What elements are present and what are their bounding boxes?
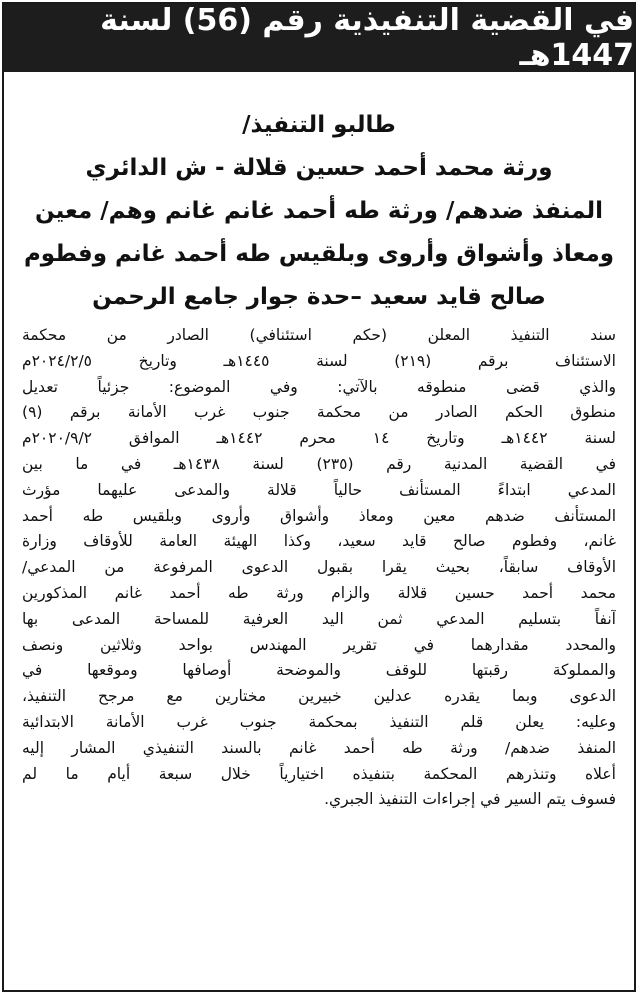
body-line: الدعوى وبما يقدره عدلين خبيرين مختارين مع مرجح التنفيذ، [22, 687, 616, 706]
body-line: وعليه: يعلن قلم التنفيذ بمحكمة جنوب غرب الأمانة الابتدائية [22, 712, 616, 731]
parties-heading [4, 72, 634, 319]
body-line: الاستئناف برقم (٢١٩) لسنة ١٤٤٥هـ وتاريخ ٢٠٢٤/٢/٥م [22, 351, 616, 370]
body-line: والذي قضى منطوقه بالآتي: وفي الموضوع: جزئياً تعديل [22, 377, 616, 396]
body-line: محمد أحمد حسين قلالة والزام ورثة طه أحمد غانم المذكورين [22, 583, 616, 602]
body-line: منطوق الحكم الصادر من محكمة جنوب غرب الأمانة برقم (٩) [22, 403, 616, 422]
body-line: سند التنفيذ المعلن (حكم استئنافي) الصادر من محكمة [22, 326, 616, 344]
heading-line: ومعاذ وأشواق وأروى وبلقيس طه أحمد غانم وفطوم [23, 241, 615, 267]
notice-header [4, 4, 634, 72]
body-line: آنفاً بتسليم المدعي ثمن اليد العرفية للمساحة المدعى بها [22, 609, 616, 628]
body-line: المدعي ابتداءً المستأنف حالياً قلالة والمدعى عليهما مؤرث [22, 480, 616, 499]
heading-line: صالح قايد سعيد –حدة جوار جامع الرحمن [92, 284, 546, 310]
body-line: أعلاه وتنذرهم المحكمة بتنفيذه اختيارياً خلال سبعة أيام ما لم [22, 764, 616, 783]
heading-line: طالبو التنفيذ/ [242, 112, 396, 138]
body-line: والمملوكة رقبتها للوقف والموضحة أوصافها وموقعها في [22, 661, 616, 680]
body-line: المستأنف ضدهم معين ومعاذ وأشواق وأروى وبلقيس طه أحمد [22, 506, 616, 525]
body-line: الأوقاف سابقاً، بحيث يقرا بقبول الدعوى المرفوعة من المدعي/ [22, 558, 616, 577]
body-line: لسنة ١٤٤٢هـ وتاريخ ١٤ محرم ١٤٤٢هـ الموافق ٢٠٢٠/٩/٢م [22, 429, 616, 448]
body-line: المنفذ ضدهم/ ورثة طه أحمد غانم بالسند التنفيذي المشار إليه [22, 738, 616, 757]
body-line: في القضية المدنية رقم (٢٣٥) لسنة ١٤٣٨هـ في ما بين [22, 454, 616, 473]
body-line: فسوف يتم السير في إجراءات التنفيذ الجبري. [324, 790, 616, 809]
legal-notice [2, 2, 636, 992]
heading-line: ورثة محمد أحمد حسين قلالة - ش الدائري [85, 155, 553, 181]
notice-title: في القضية التنفيذية رقم (56) لسنة 1447هـ [100, 3, 634, 73]
body-line: والمحدد مقدارهما في تقرير المهندس بواحد وثلاثين ونصف [22, 635, 616, 654]
notice-body [4, 319, 634, 813]
heading-line: المنفذ ضدهم/ ورثة طه أحمد غانم غانم وهم/ معين [34, 198, 604, 224]
body-line: غانم، وفطوم صالح قايد سعيد، وكذا الهيئة العامة للأوقاف وزارة [22, 532, 616, 551]
